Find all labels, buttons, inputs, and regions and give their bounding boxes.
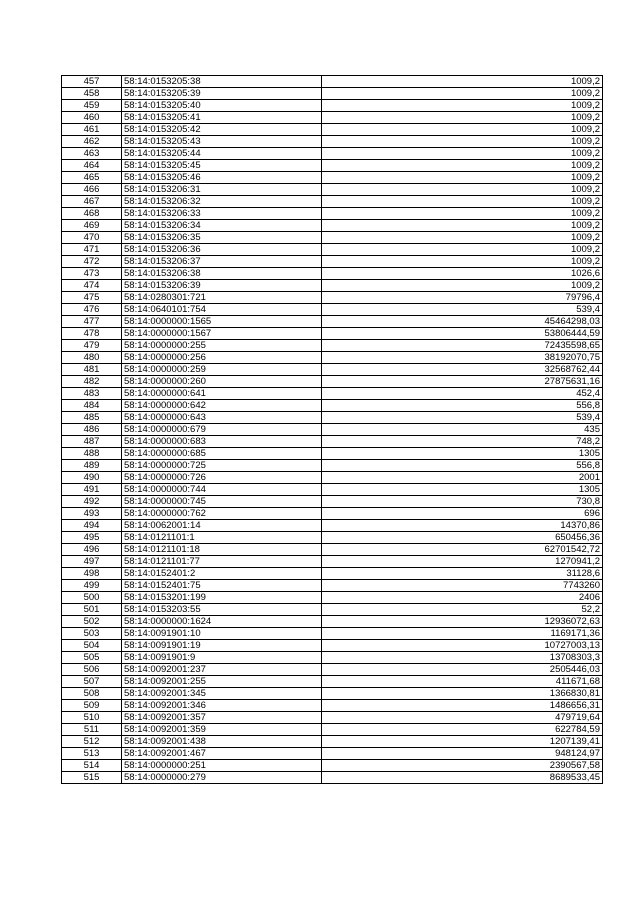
row-number: 514 xyxy=(62,760,122,772)
row-number: 492 xyxy=(62,496,122,508)
row-value: 622784,59 xyxy=(322,724,603,736)
cadastral-number: 58:14:0153205:38 xyxy=(122,76,322,88)
row-value: 62701542,72 xyxy=(322,544,603,556)
row-value: 12936072,63 xyxy=(322,616,603,628)
cadastral-number: 58:14:0091901:10 xyxy=(122,628,322,640)
table-row xyxy=(62,172,603,184)
cadastral-number: 58:14:0121101:77 xyxy=(122,556,322,568)
row-value: 539,4 xyxy=(322,304,603,316)
row-number: 481 xyxy=(62,364,122,376)
row-value: 52,2 xyxy=(322,604,603,616)
cadastral-number: 58:14:0153206:33 xyxy=(122,208,322,220)
row-value: 1009,2 xyxy=(322,160,603,172)
cadastral-number: 58:14:0153205:43 xyxy=(122,136,322,148)
table-row xyxy=(62,556,603,568)
cadastral-number: 58:14:0153206:38 xyxy=(122,268,322,280)
row-value: 1305 xyxy=(322,448,603,460)
row-number: 465 xyxy=(62,172,122,184)
cadastral-number: 58:14:0092001:346 xyxy=(122,700,322,712)
table-row xyxy=(62,628,603,640)
table-row xyxy=(62,604,603,616)
table-row xyxy=(62,112,603,124)
row-number: 494 xyxy=(62,520,122,532)
table-row xyxy=(62,304,603,316)
row-value: 1009,2 xyxy=(322,88,603,100)
row-value: 1009,2 xyxy=(322,232,603,244)
table-row xyxy=(62,544,603,556)
row-number: 496 xyxy=(62,544,122,556)
cadastral-number: 58:14:0000000:642 xyxy=(122,400,322,412)
cadastral-number: 58:14:0000000:683 xyxy=(122,436,322,448)
row-number: 485 xyxy=(62,412,122,424)
row-value: 1009,2 xyxy=(322,124,603,136)
row-value: 1305 xyxy=(322,484,603,496)
row-number: 505 xyxy=(62,652,122,664)
table-row xyxy=(62,220,603,232)
row-value: 2406 xyxy=(322,592,603,604)
cadastral-number: 58:14:0153206:37 xyxy=(122,256,322,268)
table-row xyxy=(62,160,603,172)
cadastral-number: 58:14:0153205:46 xyxy=(122,172,322,184)
row-number: 464 xyxy=(62,160,122,172)
row-value: 556,8 xyxy=(322,460,603,472)
row-value: 1009,2 xyxy=(322,184,603,196)
row-number: 490 xyxy=(62,472,122,484)
table-row xyxy=(62,292,603,304)
cadastral-number: 58:14:0000000:1567 xyxy=(122,328,322,340)
row-value: 10727003,13 xyxy=(322,640,603,652)
cadastral-number: 58:14:0153205:42 xyxy=(122,124,322,136)
cadastral-number: 58:14:0000000:679 xyxy=(122,424,322,436)
row-value: 79796,4 xyxy=(322,292,603,304)
row-number: 472 xyxy=(62,256,122,268)
row-value: 1207139,41 xyxy=(322,736,603,748)
row-number: 503 xyxy=(62,628,122,640)
row-value: 27875631,16 xyxy=(322,376,603,388)
row-number: 495 xyxy=(62,532,122,544)
cadastral-number: 58:14:0000000:260 xyxy=(122,376,322,388)
row-number: 483 xyxy=(62,388,122,400)
cadastral-number: 58:14:0092001:359 xyxy=(122,724,322,736)
row-value: 53806444,59 xyxy=(322,328,603,340)
table-row xyxy=(62,196,603,208)
table-row xyxy=(62,424,603,436)
cadastral-number: 58:14:0153206:34 xyxy=(122,220,322,232)
cadastral-number: 58:14:0153206:35 xyxy=(122,232,322,244)
row-number: 462 xyxy=(62,136,122,148)
row-number: 471 xyxy=(62,244,122,256)
cadastral-number: 58:14:0092001:237 xyxy=(122,664,322,676)
row-value: 730,8 xyxy=(322,496,603,508)
table-row xyxy=(62,136,603,148)
row-value: 2390567,58 xyxy=(322,760,603,772)
table-row xyxy=(62,388,603,400)
table-row xyxy=(62,232,603,244)
cadastral-number: 58:14:0153206:31 xyxy=(122,184,322,196)
row-number: 458 xyxy=(62,88,122,100)
row-number: 507 xyxy=(62,676,122,688)
row-value: 539,4 xyxy=(322,412,603,424)
row-value: 1486656,31 xyxy=(322,700,603,712)
row-value: 1009,2 xyxy=(322,208,603,220)
row-number: 468 xyxy=(62,208,122,220)
row-number: 512 xyxy=(62,736,122,748)
row-number: 466 xyxy=(62,184,122,196)
table-row xyxy=(62,352,603,364)
table-row xyxy=(62,460,603,472)
cadastral-number: 58:14:0000000:641 xyxy=(122,388,322,400)
row-value: 38192070,75 xyxy=(322,352,603,364)
table-row xyxy=(62,340,603,352)
row-number: 473 xyxy=(62,268,122,280)
row-number: 491 xyxy=(62,484,122,496)
table-row xyxy=(62,148,603,160)
cadastral-number: 58:14:0153205:44 xyxy=(122,148,322,160)
cadastral-number: 58:14:0000000:685 xyxy=(122,448,322,460)
row-number: 489 xyxy=(62,460,122,472)
table-row xyxy=(62,496,603,508)
row-value: 1009,2 xyxy=(322,244,603,256)
row-value: 1009,2 xyxy=(322,100,603,112)
row-value: 1270941,2 xyxy=(322,556,603,568)
row-value: 1009,2 xyxy=(322,136,603,148)
cadastral-number: 58:14:0000000:744 xyxy=(122,484,322,496)
table-row xyxy=(62,400,603,412)
row-value: 2505446,03 xyxy=(322,664,603,676)
row-number: 474 xyxy=(62,280,122,292)
cadastral-number: 58:14:0640101:754 xyxy=(122,304,322,316)
row-value: 2001 xyxy=(322,472,603,484)
table-row xyxy=(62,280,603,292)
table-row xyxy=(62,748,603,760)
table-row xyxy=(62,472,603,484)
table-row xyxy=(62,328,603,340)
row-value: 556,8 xyxy=(322,400,603,412)
row-value: 7743260 xyxy=(322,580,603,592)
row-number: 499 xyxy=(62,580,122,592)
table-row xyxy=(62,88,603,100)
cadastral-number: 58:14:0091901:19 xyxy=(122,640,322,652)
row-number: 469 xyxy=(62,220,122,232)
row-value: 1009,2 xyxy=(322,172,603,184)
table-row xyxy=(62,124,603,136)
row-number: 486 xyxy=(62,424,122,436)
cadastral-number: 58:14:0000000:255 xyxy=(122,340,322,352)
table-row xyxy=(62,688,603,700)
table-row xyxy=(62,436,603,448)
row-number: 508 xyxy=(62,688,122,700)
row-value: 411671,68 xyxy=(322,676,603,688)
table-row xyxy=(62,592,603,604)
row-value: 1009,2 xyxy=(322,256,603,268)
row-number: 484 xyxy=(62,400,122,412)
row-number: 509 xyxy=(62,700,122,712)
cadastral-number: 58:14:0153201:199 xyxy=(122,592,322,604)
row-number: 467 xyxy=(62,196,122,208)
row-number: 475 xyxy=(62,292,122,304)
cadastral-number: 58:14:0000000:1624 xyxy=(122,616,322,628)
table-row xyxy=(62,184,603,196)
cadastral-number: 58:14:0153206:36 xyxy=(122,244,322,256)
row-number: 513 xyxy=(62,748,122,760)
table-row xyxy=(62,364,603,376)
cadastral-number: 58:14:0092001:467 xyxy=(122,748,322,760)
row-number: 487 xyxy=(62,436,122,448)
cadastral-number: 58:14:0153205:39 xyxy=(122,88,322,100)
row-number: 459 xyxy=(62,100,122,112)
row-value: 696 xyxy=(322,508,603,520)
cadastral-number: 58:14:0092001:438 xyxy=(122,736,322,748)
row-value: 1009,2 xyxy=(322,280,603,292)
cadastral-number: 58:14:0000000:279 xyxy=(122,772,322,784)
row-number: 478 xyxy=(62,328,122,340)
table-row xyxy=(62,268,603,280)
row-number: 457 xyxy=(62,76,122,88)
row-value: 1009,2 xyxy=(322,220,603,232)
row-number: 498 xyxy=(62,568,122,580)
row-value: 435 xyxy=(322,424,603,436)
row-number: 501 xyxy=(62,604,122,616)
row-value: 32568762,44 xyxy=(322,364,603,376)
cadastral-number: 58:14:0000000:726 xyxy=(122,472,322,484)
cadastral-number: 58:14:0062001:14 xyxy=(122,520,322,532)
row-value: 1366830,81 xyxy=(322,688,603,700)
table-row xyxy=(62,208,603,220)
row-value: 1026,6 xyxy=(322,268,603,280)
cadastral-number: 58:14:0092001:255 xyxy=(122,676,322,688)
table-row xyxy=(62,376,603,388)
row-number: 463 xyxy=(62,148,122,160)
cadastral-number: 58:14:0092001:345 xyxy=(122,688,322,700)
row-value: 13708303,3 xyxy=(322,652,603,664)
row-number: 488 xyxy=(62,448,122,460)
cadastral-number: 58:14:0153203:55 xyxy=(122,604,322,616)
cadastral-number: 58:14:0153205:40 xyxy=(122,100,322,112)
cadastral-number: 58:14:0280301:721 xyxy=(122,292,322,304)
cadastral-number: 58:14:0153205:41 xyxy=(122,112,322,124)
row-number: 480 xyxy=(62,352,122,364)
cadastral-number: 58:14:0152401:2 xyxy=(122,568,322,580)
row-number: 460 xyxy=(62,112,122,124)
cadastral-number: 58:14:0000000:259 xyxy=(122,364,322,376)
row-number: 510 xyxy=(62,712,122,724)
cadastral-number: 58:14:0000000:745 xyxy=(122,496,322,508)
table-row xyxy=(62,652,603,664)
row-number: 479 xyxy=(62,340,122,352)
row-number: 515 xyxy=(62,772,122,784)
table-row xyxy=(62,772,603,784)
table-row xyxy=(62,580,603,592)
table-row xyxy=(62,316,603,328)
row-value: 1009,2 xyxy=(322,112,603,124)
row-value: 452,4 xyxy=(322,388,603,400)
cadastral-table-body xyxy=(62,76,603,784)
table-row xyxy=(62,568,603,580)
row-value: 1169171,36 xyxy=(322,628,603,640)
row-value: 1009,2 xyxy=(322,148,603,160)
cadastral-number: 58:14:0000000:256 xyxy=(122,352,322,364)
table-row xyxy=(62,676,603,688)
row-value: 45464298,03 xyxy=(322,316,603,328)
table-row xyxy=(62,448,603,460)
row-number: 461 xyxy=(62,124,122,136)
table-row xyxy=(62,256,603,268)
cadastral-number: 58:14:0153206:39 xyxy=(122,280,322,292)
row-value: 31128,6 xyxy=(322,568,603,580)
row-value: 948124,97 xyxy=(322,748,603,760)
table-row xyxy=(62,244,603,256)
row-number: 511 xyxy=(62,724,122,736)
row-value: 14370,86 xyxy=(322,520,603,532)
cadastral-number: 58:14:0000000:725 xyxy=(122,460,322,472)
table-row xyxy=(62,520,603,532)
table-row xyxy=(62,616,603,628)
table-row xyxy=(62,100,603,112)
cadastral-number: 58:14:0153206:32 xyxy=(122,196,322,208)
row-number: 470 xyxy=(62,232,122,244)
cadastral-number: 58:14:0092001:357 xyxy=(122,712,322,724)
cadastral-number: 58:14:0091901:9 xyxy=(122,652,322,664)
cadastral-number: 58:14:0000000:643 xyxy=(122,412,322,424)
cadastral-number: 58:14:0121101:1 xyxy=(122,532,322,544)
cadastral-number: 58:14:0000000:251 xyxy=(122,760,322,772)
row-number: 477 xyxy=(62,316,122,328)
table-row xyxy=(62,484,603,496)
cadastral-table xyxy=(61,75,603,784)
row-number: 504 xyxy=(62,640,122,652)
table-row xyxy=(62,700,603,712)
cadastral-number: 58:14:0121101:18 xyxy=(122,544,322,556)
table-row xyxy=(62,532,603,544)
cadastral-number: 58:14:0000000:762 xyxy=(122,508,322,520)
row-value: 748,2 xyxy=(322,436,603,448)
table-row xyxy=(62,640,603,652)
row-number: 500 xyxy=(62,592,122,604)
row-number: 482 xyxy=(62,376,122,388)
row-number: 493 xyxy=(62,508,122,520)
table-row xyxy=(62,712,603,724)
row-number: 497 xyxy=(62,556,122,568)
table-row xyxy=(62,760,603,772)
row-number: 506 xyxy=(62,664,122,676)
table-row xyxy=(62,508,603,520)
table-row xyxy=(62,736,603,748)
row-value: 650456,36 xyxy=(322,532,603,544)
table-row xyxy=(62,724,603,736)
row-value: 479719,64 xyxy=(322,712,603,724)
row-value: 72435598,65 xyxy=(322,340,603,352)
row-value: 1009,2 xyxy=(322,196,603,208)
row-number: 502 xyxy=(62,616,122,628)
cadastral-number: 58:14:0153205:45 xyxy=(122,160,322,172)
row-number: 476 xyxy=(62,304,122,316)
cadastral-number: 58:14:0152401:75 xyxy=(122,580,322,592)
table-row xyxy=(62,76,603,88)
table-row xyxy=(62,412,603,424)
row-value: 1009,2 xyxy=(322,76,603,88)
cadastral-number: 58:14:0000000:1565 xyxy=(122,316,322,328)
row-value: 8689533,45 xyxy=(322,772,603,784)
table-row xyxy=(62,664,603,676)
